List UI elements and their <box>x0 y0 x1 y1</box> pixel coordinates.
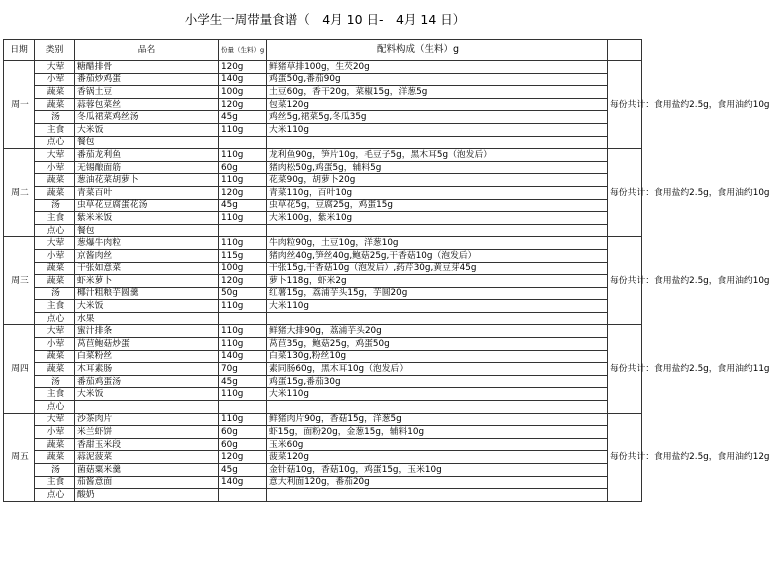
header-category: 类别 <box>35 40 75 61</box>
dish-cell: 无锡酿面筋 <box>75 161 219 174</box>
day-label: 周四 <box>4 325 35 413</box>
dish-cell: 京酱肉丝 <box>75 249 219 262</box>
category-cell: 大荤 <box>35 325 75 338</box>
category-cell: 小荤 <box>35 161 75 174</box>
page-title: 小学生一周带量食谱（ 4月 10 日- 4月 14 日） <box>184 12 466 27</box>
ingredients-cell <box>267 224 608 237</box>
amount-cell: 45g <box>219 111 267 124</box>
amount-cell: 110g <box>219 413 267 426</box>
amount-cell: 110g <box>219 149 267 162</box>
amount-cell: 60g <box>219 426 267 439</box>
amount-cell: 110g <box>219 388 267 401</box>
dish-cell: 虾米萝卜 <box>75 275 219 288</box>
dish-cell: 酸奶 <box>75 489 219 502</box>
day-label: 周五 <box>4 413 35 501</box>
dish-cell: 香锅土豆 <box>75 86 219 99</box>
ingredients-cell: 白菜130g,粉丝10g <box>267 350 608 363</box>
table-row <box>4 476 642 489</box>
table-row <box>4 161 642 174</box>
amount-cell: 45g <box>219 199 267 212</box>
ingredients-cell: 意大利面120g，番茄20g <box>267 476 608 489</box>
category-cell: 蔬菜 <box>35 174 75 187</box>
table-row <box>4 98 642 111</box>
amount-cell: 100g <box>219 86 267 99</box>
category-cell: 汤 <box>35 287 75 300</box>
amount-cell: 50g <box>219 287 267 300</box>
category-cell: 主食 <box>35 300 75 313</box>
dish-cell: 大米饭 <box>75 123 219 136</box>
amount-cell: 70g <box>219 363 267 376</box>
menu-body <box>4 61 770 502</box>
dish-cell: 白菜粉丝 <box>75 350 219 363</box>
table-row <box>4 237 642 250</box>
nutrition-note: 每份共计：食用盐约2.5g，食用油约11g <box>608 325 642 413</box>
amount-cell: 120g <box>219 98 267 111</box>
amount-cell: 140g <box>219 350 267 363</box>
dish-cell: 蒜泥菠菜 <box>75 451 219 464</box>
table-row <box>4 325 642 338</box>
amount-cell <box>219 224 267 237</box>
ingredients-cell: 菠菜120g <box>267 451 608 464</box>
category-cell: 蔬菜 <box>35 86 75 99</box>
category-cell: 汤 <box>35 375 75 388</box>
amount-cell: 110g <box>219 338 267 351</box>
category-cell: 汤 <box>35 199 75 212</box>
amount-cell: 110g <box>219 300 267 313</box>
dish-cell: 冬瓜裙菜鸡丝汤 <box>75 111 219 124</box>
amount-cell: 115g <box>219 249 267 262</box>
category-cell: 点心 <box>35 312 75 325</box>
ingredients-cell: 莴苣35g，鲍菇25g，鸡蛋50g <box>267 338 608 351</box>
category-cell: 蔬菜 <box>35 98 75 111</box>
category-cell: 小荤 <box>35 249 75 262</box>
dish-cell: 大米饭 <box>75 300 219 313</box>
ingredients-cell: 花菜90g，胡萝卜20g <box>267 174 608 187</box>
amount-cell: 110g <box>219 237 267 250</box>
ingredients-cell: 青菜110g，百叶10g <box>267 186 608 199</box>
dish-cell: 茄酱意面 <box>75 476 219 489</box>
dish-cell: 番茄炒鸡蛋 <box>75 73 219 86</box>
ingredients-cell: 大米110g <box>267 388 608 401</box>
table-row <box>4 401 642 414</box>
category-cell: 蔬菜 <box>35 363 75 376</box>
header-note <box>608 40 642 61</box>
dish-cell: 干张如意菜 <box>75 262 219 275</box>
ingredients-cell: 包菜120g <box>267 98 608 111</box>
category-cell: 主食 <box>35 212 75 225</box>
amount-cell: 60g <box>219 161 267 174</box>
category-cell: 主食 <box>35 123 75 136</box>
ingredients-cell: 萝卜118g，虾米2g <box>267 275 608 288</box>
dish-cell: 番茄龙利鱼 <box>75 149 219 162</box>
category-cell: 主食 <box>35 476 75 489</box>
header-row <box>4 40 642 61</box>
table-row <box>4 186 642 199</box>
ingredients-cell: 猪肉松50g,鸡蛋5g，辅料5g <box>267 161 608 174</box>
ingredients-cell: 玉米60g <box>267 438 608 451</box>
nutrition-note: 每份共计：食用盐约2.5g，食用油约10g <box>608 237 642 325</box>
table-row <box>4 123 642 136</box>
day-label: 周二 <box>4 149 35 237</box>
ingredients-cell: 猪肉丝40g,笋丝40g,鲍菇25g,干香菇10g（泡发后） <box>267 249 608 262</box>
nutrition-note: 每份共计：食用盐约2.5g，食用油约12g <box>608 413 642 501</box>
ingredients-cell: 红薯15g，荔浦芋头15g，芋圆20g <box>267 287 608 300</box>
ingredients-cell: 鸡丝5g,裙菜5g,冬瓜35g <box>267 111 608 124</box>
category-cell: 蔬菜 <box>35 438 75 451</box>
table-row <box>4 174 642 187</box>
table-row <box>4 312 642 325</box>
table-row <box>4 61 642 74</box>
ingredients-cell: 鲜猪大排90g，荔浦芋头20g <box>267 325 608 338</box>
header-dish: 品名 <box>75 40 219 61</box>
table-row <box>4 388 642 401</box>
dish-cell: 餐包 <box>75 224 219 237</box>
amount-cell <box>219 401 267 414</box>
table-row <box>4 426 642 439</box>
ingredients-cell <box>267 312 608 325</box>
dish-cell: 莴苣鲍菇炒蛋 <box>75 338 219 351</box>
dish-cell: 蒜蓉包菜丝 <box>75 98 219 111</box>
ingredients-cell <box>267 489 608 502</box>
category-cell: 蔬菜 <box>35 186 75 199</box>
category-cell: 大荤 <box>35 413 75 426</box>
day-label: 周一 <box>4 61 35 149</box>
ingredients-cell: 龙利鱼90g，笋片10g，毛豆子5g，黑木耳5g（泡发后） <box>267 149 608 162</box>
amount-cell: 110g <box>219 174 267 187</box>
ingredients-cell <box>267 401 608 414</box>
category-cell: 小荤 <box>35 338 75 351</box>
dish-cell: 木耳素肠 <box>75 363 219 376</box>
category-cell: 主食 <box>35 388 75 401</box>
ingredients-cell: 素同肠60g，黑木耳10g（泡发后） <box>267 363 608 376</box>
category-cell: 小荤 <box>35 426 75 439</box>
amount-cell: 110g <box>219 123 267 136</box>
ingredients-cell: 鲜猪肉片90g，香菇15g，洋葱5g <box>267 413 608 426</box>
ingredients-cell: 土豆60g，香干20g，菜椒15g，洋葱5g <box>267 86 608 99</box>
ingredients-cell: 鸡蛋50g,番茄90g <box>267 73 608 86</box>
category-cell: 大荤 <box>35 237 75 250</box>
amount-cell <box>219 489 267 502</box>
table-row <box>4 489 642 502</box>
amount-cell: 140g <box>219 476 267 489</box>
category-cell: 点心 <box>35 224 75 237</box>
amount-cell <box>219 136 267 149</box>
table-row <box>4 86 642 99</box>
table-row <box>4 338 642 351</box>
category-cell: 小荤 <box>35 73 75 86</box>
amount-cell: 45g <box>219 375 267 388</box>
table-row <box>4 363 642 376</box>
dish-cell: 蜜汁排条 <box>75 325 219 338</box>
dish-cell: 椰汁粗粮芋圆羹 <box>75 287 219 300</box>
dish-cell: 餐包 <box>75 136 219 149</box>
header-amount: 份量（生料）g <box>219 40 267 61</box>
table-row <box>4 111 642 124</box>
amount-cell: 110g <box>219 325 267 338</box>
day-label: 周三 <box>4 237 35 325</box>
header-date: 日期 <box>4 40 35 61</box>
nutrition-note: 每份共计：食用盐约2.5g，食用油约10g <box>608 61 642 149</box>
category-cell: 蔬菜 <box>35 350 75 363</box>
table-row <box>4 199 642 212</box>
table-row <box>4 464 642 477</box>
dish-cell: 香甜玉米段 <box>75 438 219 451</box>
amount-cell: 120g <box>219 451 267 464</box>
amount-cell: 120g <box>219 61 267 74</box>
category-cell: 点心 <box>35 489 75 502</box>
table-row <box>4 300 642 313</box>
table-row <box>4 451 642 464</box>
table-row <box>4 438 642 451</box>
dish-cell: 米兰虾饼 <box>75 426 219 439</box>
amount-cell <box>219 312 267 325</box>
category-cell: 汤 <box>35 111 75 124</box>
amount-cell: 45g <box>219 464 267 477</box>
ingredients-cell: 金针菇10g，香菇10g，鸡蛋15g，玉米10g <box>267 464 608 477</box>
ingredients-cell: 大米110g <box>267 123 608 136</box>
ingredients-cell <box>267 136 608 149</box>
amount-cell: 120g <box>219 275 267 288</box>
ingredients-cell: 虾15g，面粉20g，金葱15g，辅料10g <box>267 426 608 439</box>
ingredients-cell: 鸡蛋15g,番茄30g <box>267 375 608 388</box>
category-cell: 汤 <box>35 464 75 477</box>
category-cell: 蔬菜 <box>35 275 75 288</box>
dish-cell: 大米饭 <box>75 388 219 401</box>
table-row <box>4 73 642 86</box>
category-cell: 大荤 <box>35 149 75 162</box>
table-row <box>4 224 642 237</box>
table-row <box>4 149 642 162</box>
ingredients-cell: 干张15g,干香菇10g（泡发后）,药芹30g,黄豆芽45g <box>267 262 608 275</box>
amount-cell: 100g <box>219 262 267 275</box>
table-row <box>4 262 642 275</box>
ingredients-cell: 牛肉粒90g，土豆10g，洋葱10g <box>267 237 608 250</box>
amount-cell: 110g <box>219 212 267 225</box>
category-cell: 点心 <box>35 136 75 149</box>
nutrition-note: 每份共计：食用盐约2.5g，食用油约10g <box>608 149 642 237</box>
dish-cell: 沙茶肉片 <box>75 413 219 426</box>
dish-cell: 紫米米饭 <box>75 212 219 225</box>
category-cell: 点心 <box>35 401 75 414</box>
table-row <box>4 413 642 426</box>
amount-cell: 140g <box>219 73 267 86</box>
ingredients-cell: 虫草花5g，豆腐25g，鸡蛋15g <box>267 199 608 212</box>
table-row <box>4 287 642 300</box>
table-row <box>4 136 642 149</box>
dish-cell: 水果 <box>75 312 219 325</box>
category-cell: 大荤 <box>35 61 75 74</box>
ingredients-cell: 大米100g，紫米10g <box>267 212 608 225</box>
dish-cell: 菌菇粟米羹 <box>75 464 219 477</box>
ingredients-cell: 鲜猪草排100g，生芡20g <box>267 61 608 74</box>
header-ingredients: 配料构成（生料）g <box>267 40 608 61</box>
dish-cell <box>75 401 219 414</box>
menu-table <box>3 39 770 502</box>
dish-cell: 番茄鸡蛋汤 <box>75 375 219 388</box>
table-row <box>4 375 642 388</box>
dish-cell: 青菜百叶 <box>75 186 219 199</box>
dish-cell: 葱油花菜胡萝卜 <box>75 174 219 187</box>
dish-cell: 葱爆牛肉粒 <box>75 237 219 250</box>
amount-cell: 60g <box>219 438 267 451</box>
dish-cell: 糖醋排骨 <box>75 61 219 74</box>
category-cell: 蔬菜 <box>35 262 75 275</box>
category-cell: 蔬菜 <box>35 451 75 464</box>
ingredients-cell: 大米110g <box>267 300 608 313</box>
table-row <box>4 350 642 363</box>
table-row <box>4 249 642 262</box>
table-row <box>4 275 642 288</box>
amount-cell: 120g <box>219 186 267 199</box>
table-row <box>4 212 642 225</box>
dish-cell: 虫草花豆腐蛋花汤 <box>75 199 219 212</box>
